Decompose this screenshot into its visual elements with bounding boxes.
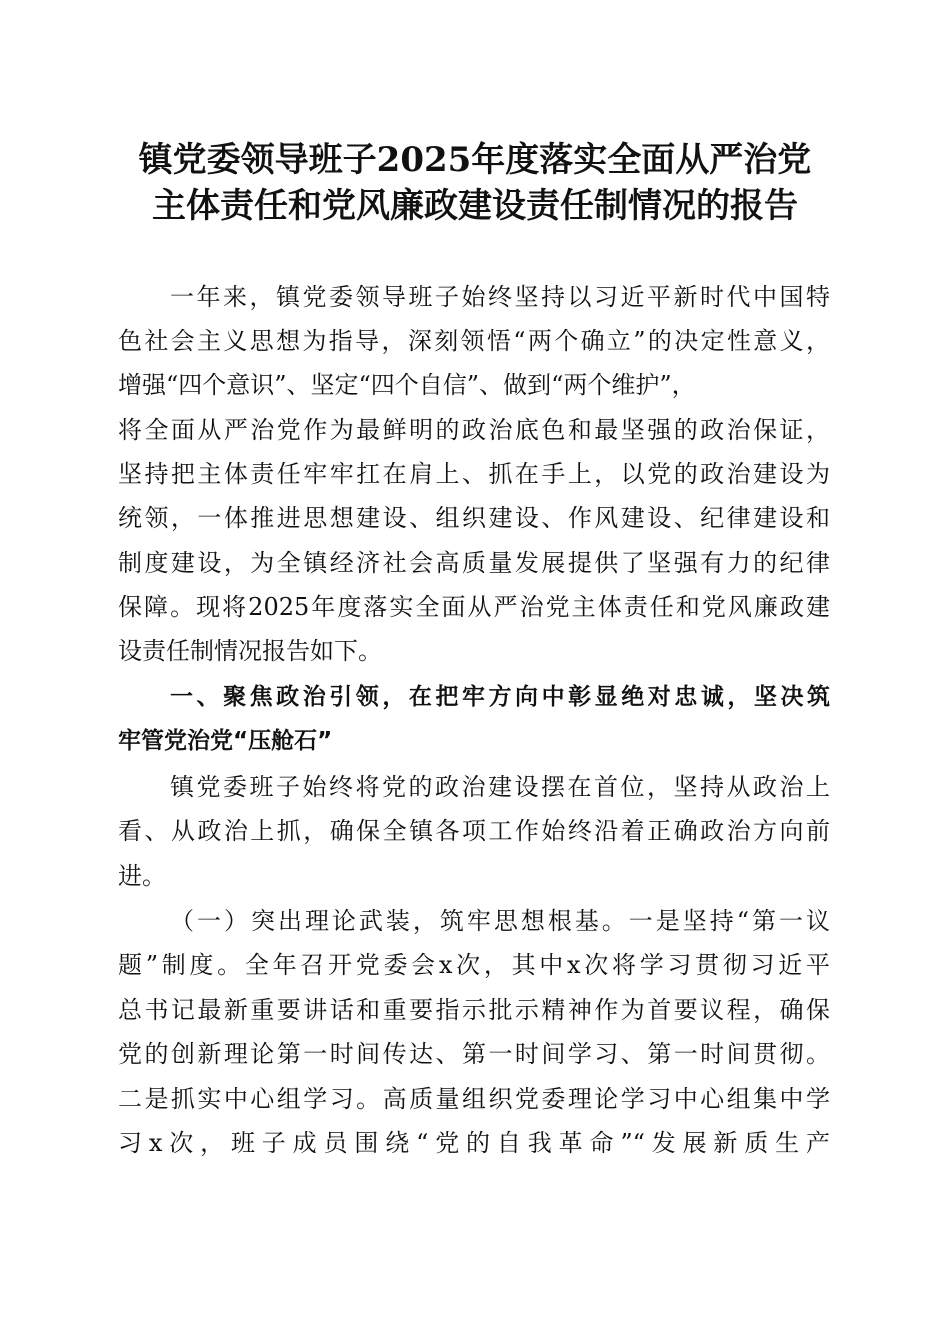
paragraph-line: 习x次，班子成员围绕“党的自我革命”“发展新质生产: [118, 1129, 830, 1157]
paragraph-line: 将全面从严治党作为最鲜明的政治底色和最坚强的政治保证，: [118, 416, 830, 444]
paragraph-line: 二是抓实中心组学习。高质量组织党委理论学习中心组集中学: [118, 1085, 830, 1113]
paragraph-line: 增强“四个意识”、坚定“四个自信”、做到“两个维护”，: [118, 371, 696, 399]
paragraph-line: 设责任制情况报告如下。: [118, 637, 382, 665]
paragraph-line: 色社会主义思想为指导，深刻领悟“两个确立”的决定性意义，: [118, 327, 830, 355]
paragraph-line: 镇党委班子始终将党的政治建设摆在首位，坚持从政治上: [170, 773, 830, 801]
section-heading: 一、聚焦政治引领，在把牢方向中彰显绝对忠诚，坚决筑: [170, 684, 830, 710]
paragraph-line: 总书记最新重要讲话和重要指示批示精神作为首要议程，确保: [118, 996, 830, 1024]
paragraph-line: 坚持把主体责任牢牢扛在肩上、抓在手上，以党的政治建设为: [118, 460, 830, 488]
paragraph-line: 党的创新理论第一时间传达、第一时间学习、第一时间贯彻。: [118, 1040, 830, 1068]
paragraph-line: 统领，一体推进思想建设、组织建设、作风建设、纪律建设和: [118, 504, 830, 532]
paragraph-line: 进。: [118, 862, 166, 890]
document-title-line-1: 镇党委领导班子2025年度落实全面从严治党: [138, 140, 812, 180]
paragraph-line: 制度建设，为全镇经济社会高质量发展提供了坚强有力的纪律: [118, 549, 830, 577]
paragraph-line: 看、从政治上抓，确保全镇各项工作始终沿着正确政治方向前: [118, 817, 830, 845]
paragraph-line: 一年来，镇党委领导班子始终坚持以习近平新时代中国特: [170, 283, 830, 311]
section-heading: 牢管党治党“压舱石”: [118, 728, 333, 754]
paragraph-line: 题”制度。全年召开党委会x次，其中x次将学习贯彻习近平: [118, 951, 830, 979]
document-title-line-2: 主体责任和党风廉政建设责任制情况的报告: [152, 186, 798, 226]
paragraph-line: （一）突出理论武装，筑牢思想根基。一是坚持“第一议: [170, 907, 830, 935]
paragraph-line: 保障。现将2025年度落实全面从严治党主体责任和党风廉政建: [118, 593, 830, 621]
